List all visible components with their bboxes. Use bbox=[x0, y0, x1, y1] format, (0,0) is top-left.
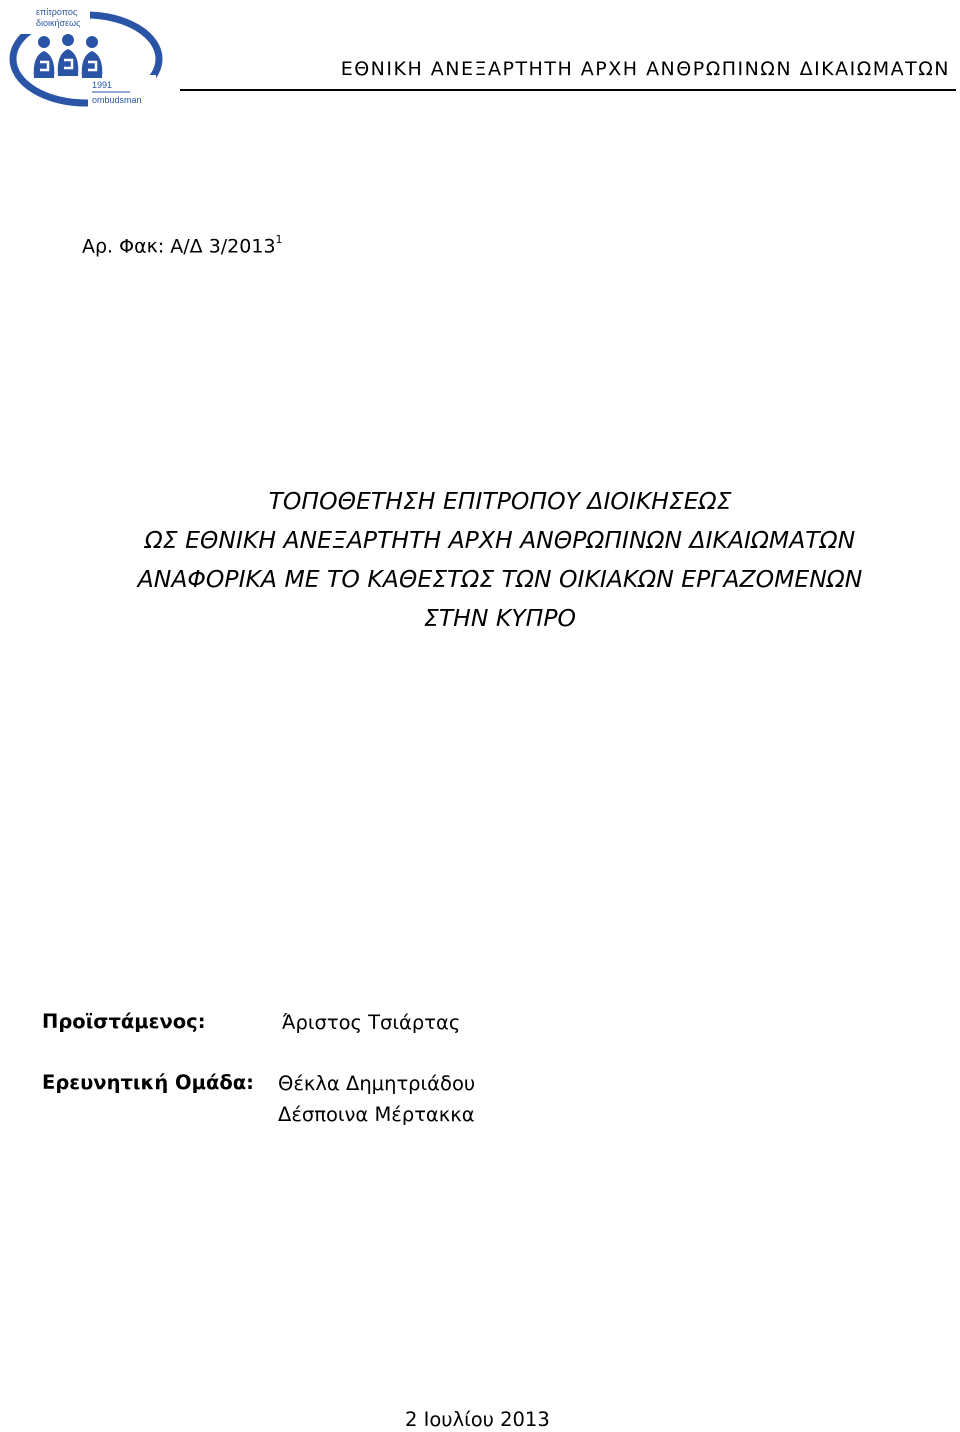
title-line-4: ΣΤΗΝ ΚΥΠΡΟ bbox=[423, 604, 577, 632]
supervisor-label: Προϊστάμενος: bbox=[42, 1010, 206, 1033]
footnote-marker: 1 bbox=[275, 233, 283, 246]
ombudsman-emblem-icon bbox=[6, 4, 164, 110]
logo-text-line-1: επίτροπος bbox=[36, 7, 78, 17]
title-line-3: ΑΝΑΦΟΡΙΚΑ ΜΕ ΤΟ ΚΑΘΕΣΤΩΣ ΤΩΝ ΟΙΚΙΑΚΩΝ ΕΡΓΑΖΟΜΕΝΩΝ bbox=[137, 565, 863, 593]
document-date: 2 Ιουλίου 2013 bbox=[405, 1408, 550, 1431]
header-title: ΕΘΝΙΚΗ ΑΝΕΞΑΡΤΗΤΗ ΑΡΧΗ ΑΝΘΡΩΠΙΝΩΝ ΔΙΚΑΙΩΜΑΤΩΝ bbox=[340, 58, 950, 80]
document-title bbox=[0, 482, 960, 638]
file-reference-text: Αρ. Φακ: Α/Δ 3/2013 bbox=[82, 235, 276, 258]
supervisor-name: Άριστος Τσιάρτας bbox=[282, 1011, 461, 1034]
logo-text-line-2: διοικήσεως bbox=[36, 18, 81, 28]
logo-year: 1991 bbox=[92, 80, 113, 90]
file-reference bbox=[82, 235, 283, 257]
research-team-member: Δέσποινα Μέρτακκα bbox=[278, 1103, 475, 1126]
title-line-2: ΩΣ ΕΘΝΙΚΗ ΑΝΕΞΑΡΤΗΤΗ ΑΡΧΗ ΑΝΘΡΩΠΙΝΩΝ ΔΙΚΑΙΩΜΑΤΩΝ bbox=[144, 526, 856, 554]
people-figures-icon bbox=[34, 34, 103, 78]
title-line-1: ΤΟΠΟΘΕΤΗΣΗ ΕΠΙΤΡΟΠΟΥ ΔΙΟΙΚΗΣΕΩΣ bbox=[268, 487, 732, 515]
research-team-label: Ερευνητική Ομάδα: bbox=[42, 1071, 254, 1094]
header-divider bbox=[180, 89, 956, 91]
ombudsman-logo bbox=[6, 4, 164, 110]
logo-name: ombudsman bbox=[92, 95, 142, 105]
research-team-member: Θέκλα Δημητριάδου bbox=[278, 1072, 476, 1095]
